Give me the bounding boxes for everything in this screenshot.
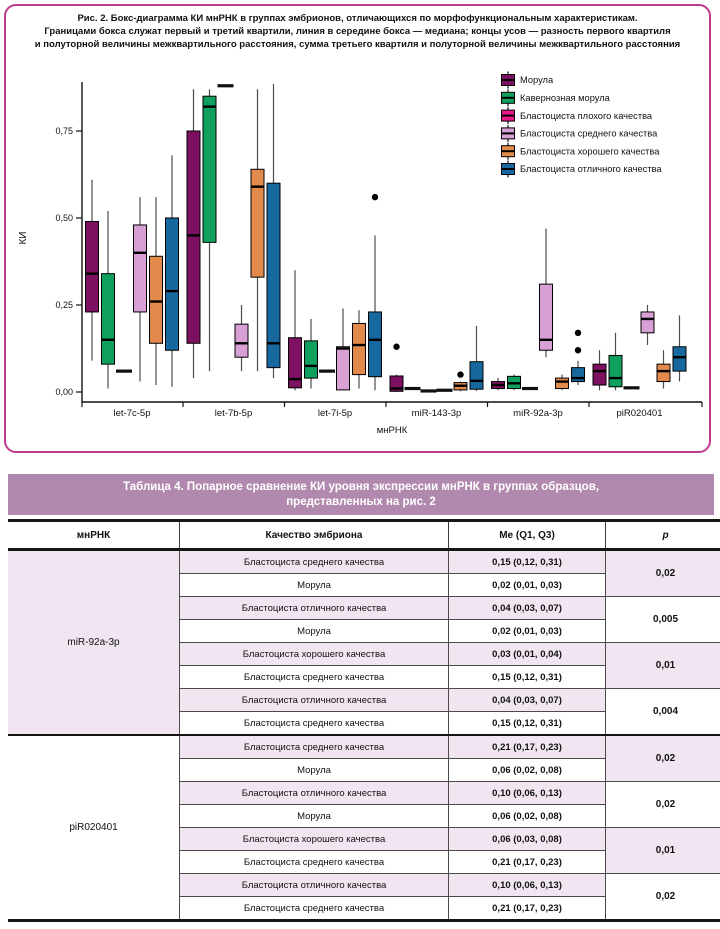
quality-cell: Бластоциста среднего качества xyxy=(180,851,449,874)
table-header-row xyxy=(8,521,720,550)
me-q1-q3-cell: 0,10 (0,06, 0,13) xyxy=(449,782,606,805)
quality-cell: Бластоциста отличного качества xyxy=(180,689,449,712)
box-s5-g0 xyxy=(166,218,179,350)
me-q1-q3-cell: 0,15 (0,12, 0,31) xyxy=(449,712,606,736)
legend-label-0: Морула xyxy=(520,75,554,86)
figure-2-panel xyxy=(4,4,711,453)
table-row xyxy=(8,550,720,574)
quality-cell: Бластоциста отличного качества xyxy=(180,874,449,897)
box-s4-g2 xyxy=(353,323,366,374)
me-q1-q3-cell: 0,15 (0,12, 0,31) xyxy=(449,550,606,574)
outlier-s0-g3-0 xyxy=(393,344,399,350)
mirna-cell-piR020401: piR020401 xyxy=(8,735,180,921)
legend-label-1: Кавернозная морула xyxy=(520,93,610,103)
box-s0-g5 xyxy=(593,364,606,385)
outlier-s4-g3-0 xyxy=(457,371,463,377)
outlier-s5-g2-0 xyxy=(372,194,378,200)
box-s4-g4 xyxy=(556,378,569,388)
single-value-dash-s2-g2 xyxy=(319,370,335,373)
p-value-cell: 0,01 xyxy=(606,828,720,874)
x-axis-title: мнРНК xyxy=(376,425,408,436)
header-quality: Качество эмбриона xyxy=(180,521,449,550)
header-p: p xyxy=(606,521,720,550)
me-q1-q3-cell: 0,02 (0,01, 0,03) xyxy=(449,574,606,597)
single-value-dash-s2-g1 xyxy=(218,84,234,87)
me-q1-q3-cell: 0,10 (0,06, 0,13) xyxy=(449,874,606,897)
y-tick-label-2: 0,50 xyxy=(55,213,73,224)
y-tick-label-1: 0,25 xyxy=(55,300,73,311)
me-q1-q3-cell: 0,06 (0,03, 0,08) xyxy=(449,828,606,851)
quality-cell: Бластоциста среднего качества xyxy=(180,712,449,736)
table-title xyxy=(8,474,714,515)
box-s1-g0 xyxy=(102,274,115,364)
y-axis-title: КИ xyxy=(18,231,29,245)
box-s0-g1 xyxy=(187,131,200,343)
quality-cell: Бластоциста среднего качества xyxy=(180,735,449,759)
figure-caption-line-1: Рис. 2. Бокс-диаграмма КИ мнРНК в группах эмбрионов, отличающихся по морфофункциональным характеристикам. xyxy=(77,13,638,24)
table-4-block xyxy=(8,474,714,922)
quality-cell: Бластоциста среднего качества xyxy=(180,550,449,574)
table-title-line-2: представленных на рис. 2 xyxy=(286,495,436,508)
box-s0-g0 xyxy=(86,221,99,311)
x-group-label-4: miR-92a-3p xyxy=(513,408,563,419)
me-q1-q3-cell: 0,04 (0,03, 0,07) xyxy=(449,689,606,712)
me-q1-q3-cell: 0,15 (0,12, 0,31) xyxy=(449,666,606,689)
table-row xyxy=(8,735,720,759)
comparison-table xyxy=(8,519,720,922)
quality-cell: Бластоциста отличного качества xyxy=(180,782,449,805)
outlier-s5-g4-1 xyxy=(575,330,581,336)
box-s5-g2 xyxy=(369,312,382,377)
me-q1-q3-cell: 0,21 (0,17, 0,23) xyxy=(449,851,606,874)
legend-label-2: Бластоциста плохого качества xyxy=(520,110,653,121)
x-group-label-3: miR-143-3p xyxy=(411,408,462,419)
box-s5-g3 xyxy=(470,362,483,389)
quality-cell: Морула xyxy=(180,759,449,782)
x-group-label-5: piR020401 xyxy=(616,408,663,419)
quality-cell: Морула xyxy=(180,574,449,597)
quality-cell: Бластоциста хорошего качества xyxy=(180,643,449,666)
p-value-cell: 0,005 xyxy=(606,597,720,643)
box-s3-g5 xyxy=(641,312,654,333)
header-me: Me (Q1, Q3) xyxy=(449,521,606,550)
y-tick-label-3: 0,75 xyxy=(55,126,73,137)
box-s3-g0 xyxy=(134,225,147,312)
boxplot-chart xyxy=(6,6,709,451)
box-s3-g2 xyxy=(337,347,350,390)
me-q1-q3-cell: 0,06 (0,02, 0,08) xyxy=(449,805,606,828)
single-value-dash-s3-g3 xyxy=(437,389,453,392)
me-q1-q3-cell: 0,21 (0,17, 0,23) xyxy=(449,897,606,921)
p-value-cell: 0,02 xyxy=(606,874,720,921)
p-value-cell: 0,02 xyxy=(606,550,720,597)
figure-caption-line-3: и полуторной величины межквартильного расстояния, сумма третьего квартиля и полуторной величины межквартильного расстояния xyxy=(34,38,681,50)
single-value-dash-s2-g5 xyxy=(624,386,640,389)
box-s3-g1 xyxy=(235,324,248,357)
figure-caption-line-2: Границами бокса служат первый и третий квартили, линия в середине бокса — медиана; концы усов — разность первого квартиля xyxy=(44,25,671,37)
p-value-cell: 0,004 xyxy=(606,689,720,736)
box-s5-g5 xyxy=(673,347,686,371)
legend-label-5: Бластоциста отличного качества xyxy=(520,164,662,175)
header-mirna: мнРНК xyxy=(8,521,180,550)
quality-cell: Морула xyxy=(180,620,449,643)
quality-cell: Бластоциста среднего качества xyxy=(180,897,449,921)
quality-cell: Бластоциста хорошего качества xyxy=(180,828,449,851)
outlier-s5-g4-0 xyxy=(575,347,581,353)
single-value-dash-s1-g3 xyxy=(405,387,421,390)
p-value-cell: 0,01 xyxy=(606,643,720,689)
me-q1-q3-cell: 0,21 (0,17, 0,23) xyxy=(449,735,606,759)
table-title-line-1: Таблица 4. Попарное сравнение КИ уровня экспрессии мнРНК в группах образцов, xyxy=(123,481,599,493)
single-value-dash-s2-g3 xyxy=(421,389,437,392)
single-value-dash-s2-g4 xyxy=(522,387,538,390)
p-value-cell: 0,02 xyxy=(606,735,720,782)
x-group-label-1: let-7b-5p xyxy=(214,408,253,419)
box-s4-g0 xyxy=(150,256,163,343)
single-value-dash-s2-g0 xyxy=(116,370,132,373)
box-s1-g5 xyxy=(609,355,622,386)
p-value-cell: 0,02 xyxy=(606,782,720,828)
legend-label-4: Бластоциста хорошего качества xyxy=(520,146,660,157)
me-q1-q3-cell: 0,02 (0,01, 0,03) xyxy=(449,620,606,643)
box-s4-g5 xyxy=(657,364,670,381)
quality-cell: Морула xyxy=(180,805,449,828)
x-group-label-0: let-7c-5p xyxy=(113,408,151,419)
me-q1-q3-cell: 0,04 (0,03, 0,07) xyxy=(449,597,606,620)
x-group-label-2: let-7i-5p xyxy=(317,408,353,419)
legend-label-3: Бластоциста среднего качества xyxy=(520,128,658,139)
mirna-cell-miR-92a-3p: miR-92a-3p xyxy=(8,550,180,736)
quality-cell: Бластоциста отличного качества xyxy=(180,597,449,620)
box-s4-g1 xyxy=(251,169,264,277)
quality-cell: Бластоциста среднего качества xyxy=(180,666,449,689)
box-s1-g2 xyxy=(305,341,318,378)
me-q1-q3-cell: 0,03 (0,01, 0,04) xyxy=(449,643,606,666)
me-q1-q3-cell: 0,06 (0,02, 0,08) xyxy=(449,759,606,782)
box-s1-g1 xyxy=(203,96,216,242)
box-s5-g1 xyxy=(267,183,280,367)
box-s5-g4 xyxy=(572,368,585,382)
y-tick-label-0: 0,00 xyxy=(55,387,73,398)
